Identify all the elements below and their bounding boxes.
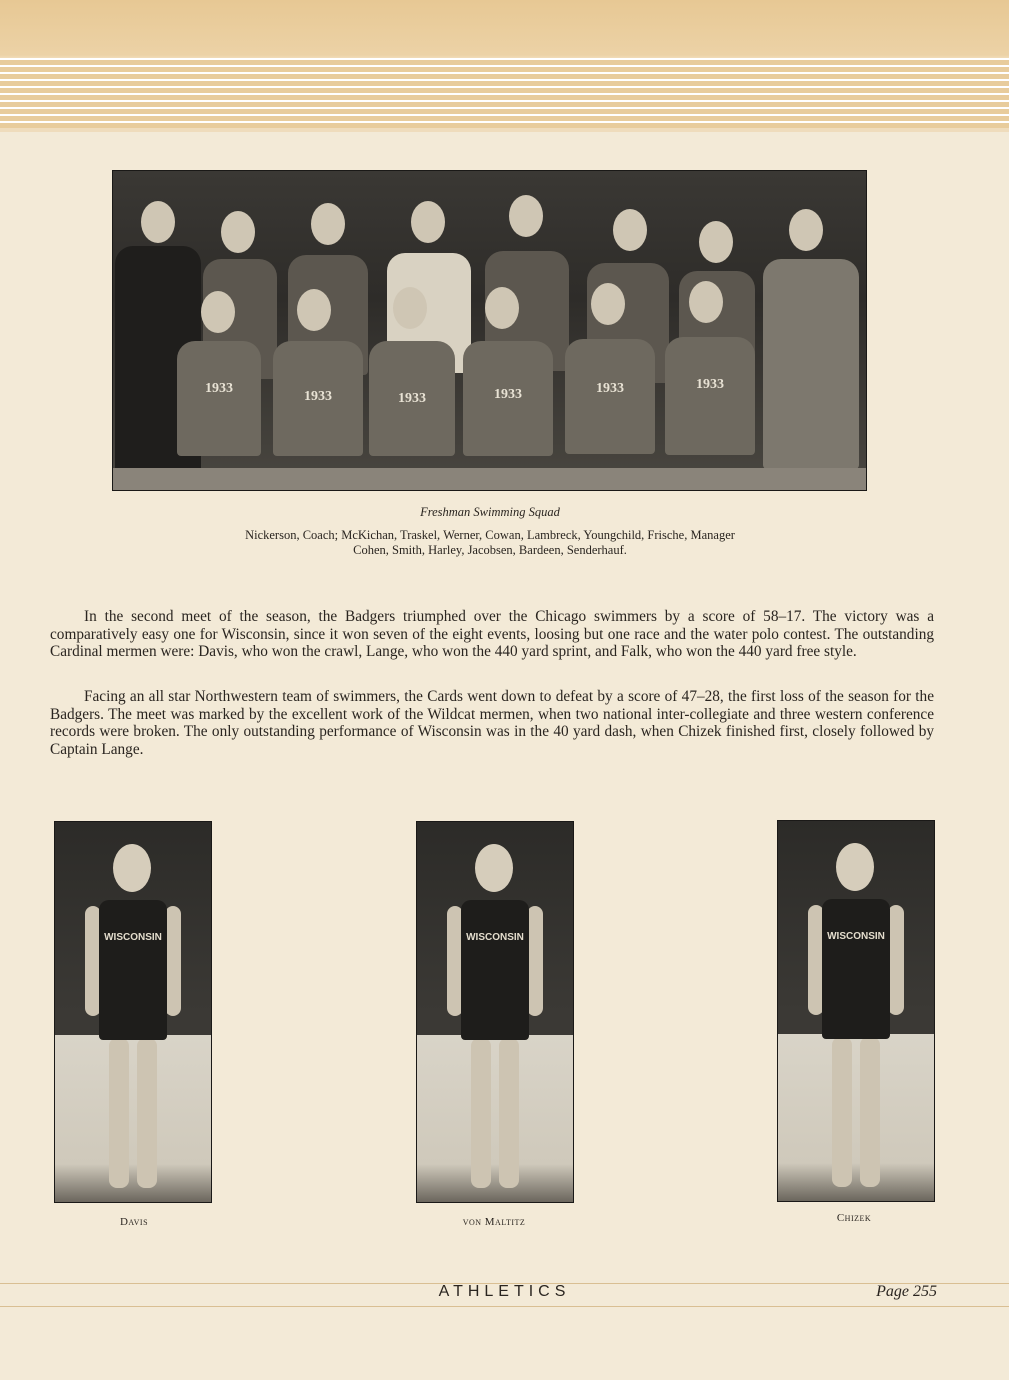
person-head [485, 287, 519, 329]
leg [137, 1038, 157, 1188]
swimsuit [99, 900, 167, 1040]
person-head [297, 289, 331, 331]
bench [113, 468, 866, 490]
jersey-number: 1933 [696, 377, 724, 392]
person-head [836, 843, 874, 891]
person-head [509, 195, 543, 237]
person-head [113, 844, 151, 892]
swimsuit-lettering: WISCONSIN [466, 932, 524, 943]
person-head [221, 211, 255, 253]
swimsuit-lettering: WISCONSIN [104, 932, 162, 943]
person-head [201, 291, 235, 333]
person-head [591, 283, 625, 325]
swimmer-figure [273, 341, 363, 456]
person-head [411, 201, 445, 243]
leg [471, 1038, 491, 1188]
portrait-photo-chizek [777, 820, 935, 1202]
leg [109, 1038, 129, 1188]
header-stripes [0, 58, 1009, 130]
body-paragraph: Facing an all star Northwestern team of swimmers, the Cards went down to defeat by a score of 47–28, the first loss of the season for the Badgers. The meet was marked by the excellent work of the Wildcat mermen, when two national inter-collegiate and three western conference records were broken. The only outstanding performance of Wisconsin was in the 40 yard dash, when Chizek finished first, closely followed by Captain Lange. [50, 688, 934, 758]
person-head [789, 209, 823, 251]
swimmer-figure [463, 341, 553, 456]
swimmer-figure [665, 337, 755, 455]
swimsuit [461, 900, 529, 1040]
jersey-number: 1933 [398, 391, 426, 406]
footer-rule [0, 1306, 1009, 1307]
portrait-name: Chizek [836, 1212, 872, 1224]
arm [165, 906, 181, 1016]
photo-caption-title: Freshman Swimming Squad [420, 505, 560, 519]
arm [527, 906, 543, 1016]
swimmer-figure [369, 341, 455, 456]
body-paragraph: In the second meet of the season, the Badgers triumphed over the Chicago swimmers by a score of 58–17. The victory was a comparatively easy one for Wisconsin, since it won seven of the eight events, loosing but one race and the water polo contest. The outstanding Cardinal mermen were: Davis, who won the crawl, Lange, who won the 440 yard sprint, and Falk, who won the 440 yard free style. [50, 608, 934, 660]
arm [888, 905, 904, 1015]
header-divider [0, 128, 1009, 132]
swimmer-figure [565, 339, 655, 454]
swimmer-figure [177, 341, 261, 456]
person-head [613, 209, 647, 251]
section-title: ATHLETICS [438, 1283, 571, 1300]
person-head [393, 287, 427, 329]
person-head [475, 844, 513, 892]
jersey-number: 1933 [596, 381, 624, 396]
page-number: Page 255 [876, 1283, 937, 1300]
portrait-name: Davis [119, 1216, 149, 1228]
person-head [689, 281, 723, 323]
photo-caption-names: Nickerson, Coach; McKichan, Traskel, Werner, Cowan, Lambreck, Youngchild, Frische, Manager [245, 528, 735, 542]
person-head [141, 201, 175, 243]
portrait-photo-davis [54, 821, 212, 1203]
leg [499, 1038, 519, 1188]
leg [832, 1037, 852, 1187]
manager-figure [763, 259, 859, 469]
leg [860, 1037, 880, 1187]
swimsuit [822, 899, 890, 1039]
portrait-photo-von-maltitz [416, 821, 574, 1203]
swimsuit-lettering: WISCONSIN [827, 931, 885, 942]
person-head [699, 221, 733, 263]
jersey-number: 1933 [304, 389, 332, 404]
portrait-name: von Maltitz [462, 1216, 526, 1228]
freshman-squad-photo [112, 170, 867, 491]
person-head [311, 203, 345, 245]
jersey-number: 1933 [494, 387, 522, 402]
jersey-number: 1933 [205, 381, 233, 396]
photo-caption-names: Cohen, Smith, Harley, Jacobsen, Bardeen, Senderhauf. [353, 543, 627, 557]
